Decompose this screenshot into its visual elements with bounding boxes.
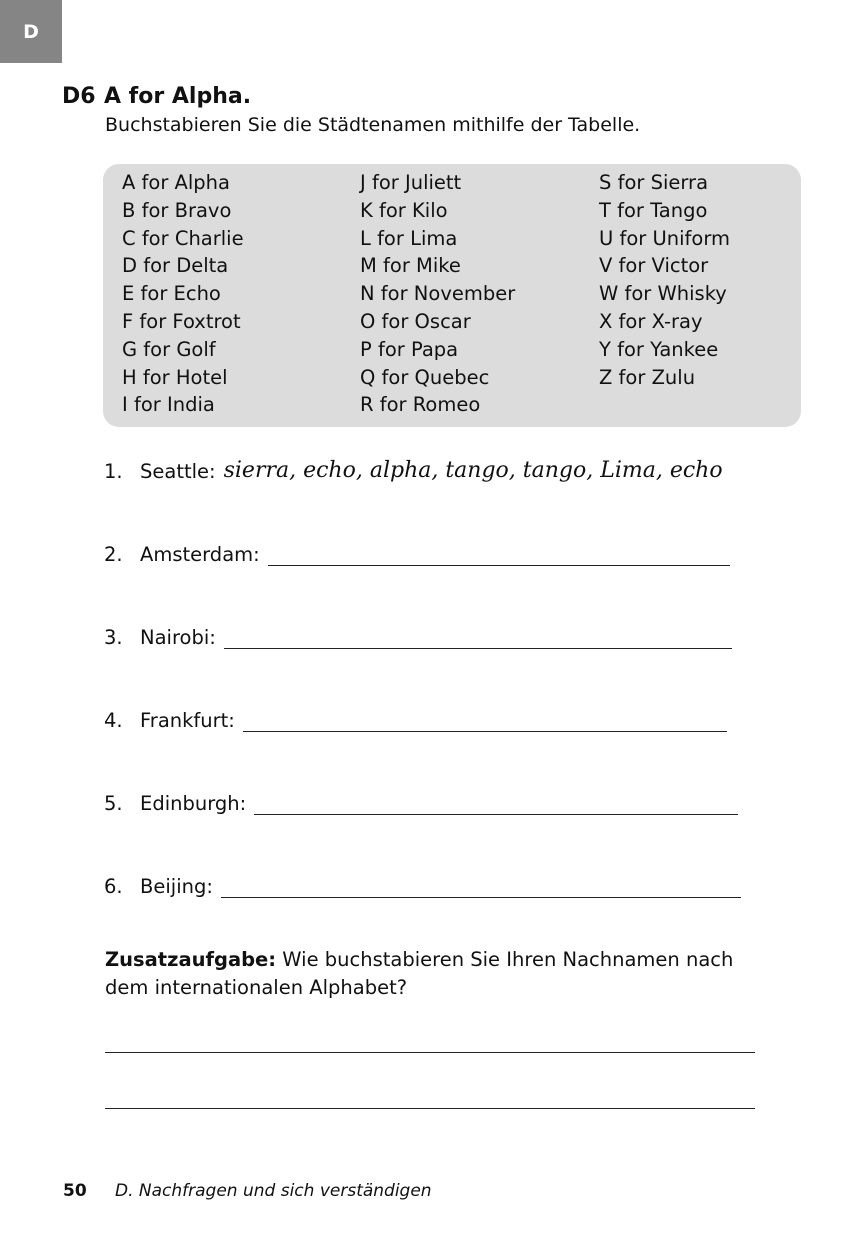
item-city: Amsterdam: xyxy=(140,543,260,566)
alphabet-entry: E for Echo xyxy=(122,282,221,306)
item-city: Beijing: xyxy=(140,875,213,898)
extra-task-label: Zusatzaufgabe: xyxy=(105,948,277,971)
answer-line[interactable] xyxy=(224,628,732,649)
alphabet-entry: R for Romeo xyxy=(360,393,481,417)
alphabet-entry: L for Lima xyxy=(360,226,458,250)
item-5 xyxy=(104,792,738,815)
alphabet-entry: H for Hotel xyxy=(122,365,228,389)
section-tab: D xyxy=(0,0,62,63)
item-1 xyxy=(104,458,723,483)
alphabet-entry: X for X-ray xyxy=(599,309,703,333)
item-2 xyxy=(104,543,730,566)
item-number: 5. xyxy=(104,792,123,815)
alphabet-entry: W for Whisky xyxy=(599,282,727,306)
extra-task-text: Wie buchstabieren Sie Ihren Nachnamen nach dem internationalen Alphabet? xyxy=(105,948,734,999)
alphabet-entry: J for Juliett xyxy=(360,171,462,194)
alphabet-entry: Y for Yankee xyxy=(599,337,719,361)
alphabet-column-3 xyxy=(599,169,730,391)
alphabet-entry: K for Kilo xyxy=(360,198,448,222)
item-4 xyxy=(104,709,727,732)
alphabet-entry: A for Alpha xyxy=(122,171,230,194)
alphabet-entry: P for Papa xyxy=(360,337,459,361)
alphabet-entry: Q for Quebec xyxy=(360,365,490,389)
alphabet-column-2 xyxy=(360,169,515,419)
alphabet-entry: N for November xyxy=(360,282,516,306)
alphabet-column-1 xyxy=(122,169,244,419)
item-number: 4. xyxy=(104,709,123,732)
item-number: 6. xyxy=(104,875,123,898)
alphabet-entry: D for Delta xyxy=(122,254,229,278)
alphabet-entry: Z for Zulu xyxy=(599,365,696,389)
alphabet-entry: U for Uniform xyxy=(599,226,730,250)
answer-line[interactable] xyxy=(254,794,738,815)
exercise-heading: A for Alpha. xyxy=(104,84,252,109)
answer-line[interactable] xyxy=(268,545,730,566)
item-city: Frankfurt: xyxy=(140,709,235,732)
alphabet-entry: C for Charlie xyxy=(122,226,244,250)
page-number: 50 xyxy=(63,1181,87,1201)
alphabet-entry: G for Golf xyxy=(122,337,216,361)
item-city: Nairobi: xyxy=(140,626,216,649)
alphabet-entry: M for Mike xyxy=(360,254,461,278)
alphabet-entry: I for India xyxy=(122,393,215,417)
item-city: Edinburgh: xyxy=(140,792,247,815)
extra-task xyxy=(105,946,765,1002)
alphabet-entry: V for Victor xyxy=(599,254,709,278)
exercise-instruction: Buchstabieren Sie die Städtenamen mithilfe der Tabelle. xyxy=(105,114,641,136)
exercise-title xyxy=(62,84,251,109)
item-city: Seattle: xyxy=(140,460,216,483)
item-6 xyxy=(104,875,741,898)
alphabet-entry: F for Foxtrot xyxy=(122,309,241,333)
chapter-title: D. Nachfragen und sich verständigen xyxy=(115,1181,432,1201)
alphabet-entry: B for Bravo xyxy=(122,198,232,222)
alphabet-entry: T for Tango xyxy=(599,198,708,222)
writing-line-1[interactable] xyxy=(105,1052,755,1053)
item-3 xyxy=(104,626,732,649)
alphabet-entry: O for Oscar xyxy=(360,309,471,333)
item-number: 3. xyxy=(104,626,123,649)
writing-line-2[interactable] xyxy=(105,1108,755,1109)
item-number: 2. xyxy=(104,543,123,566)
answer-line[interactable] xyxy=(243,711,727,732)
alphabet-entry: S for Sierra xyxy=(599,171,709,194)
exercise-number: D6 xyxy=(62,84,96,109)
example-answer: sierra, echo, alpha, tango, tango, Lima, echo xyxy=(223,458,723,483)
alphabet-table xyxy=(103,164,801,427)
item-number: 1. xyxy=(104,460,123,483)
answer-line[interactable] xyxy=(221,877,741,898)
